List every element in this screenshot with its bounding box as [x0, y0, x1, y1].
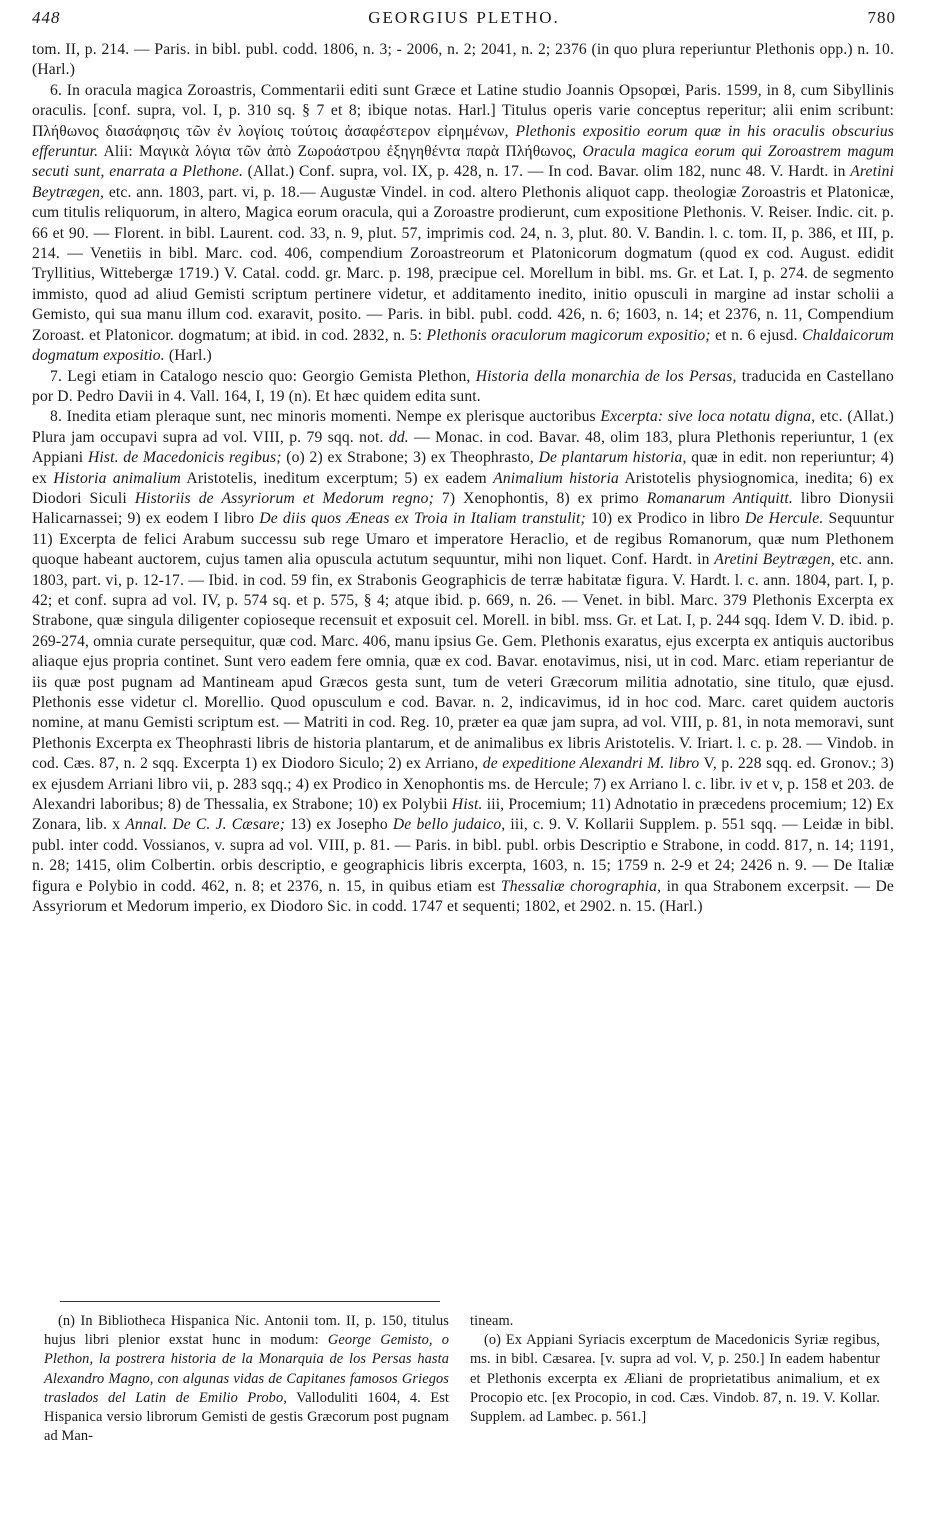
italic-run: de expeditione Alexandri M. libro [482, 755, 700, 773]
text-run: 7) Xenophontis, 8) ex primo [433, 489, 647, 507]
text-run: (o) 2) ex Strabone; 3) ex Theophrasto, [281, 449, 539, 467]
text-run: iii, Procemium; 11) Adnotatio in præcedens procemium; 12) Ex Zonara, lib. x [32, 796, 894, 834]
running-header [32, 6, 896, 32]
italic-run: Romanarum Antiquitt. [646, 489, 793, 507]
text-run: Alii: Μαγικὰ λόγια τῶν ἀπὸ Ζωροάστρου ἐξηγηθέντα παρὰ Πλήθωνος, [98, 143, 583, 161]
text-run: libro Dionysii Halicarnassei; 9) ex eodem I libro [32, 489, 894, 528]
text-run: Aristotelis, ineditum excerptum; 5) ex eadem [180, 469, 494, 487]
italic-run: Annal. De C. J. Cæsare; [125, 816, 286, 834]
text-run: V, p. 228 sqq. ed. Gronov.; 3) ex ejusdem Arriani libro vii, p. 283 sqq.; 4) ex Prodico in Xenophontis ms. de Hercule; 7) ex Arriano l. c. libr. iv et v, p. 158 et 203. de Alexandri laboribus; 8) de Thessalia, ex Strabone; 10) ex Polybii [32, 755, 894, 814]
italic-run: Plethonis oraculorum magicorum expositio; [426, 326, 711, 344]
text-run: 10) ex Prodico in libro [585, 510, 746, 528]
text-run: Sequuntur 11) Excerpta de felici Arabum successu sub rege Umaro et imperatore Heraclio, et de regibus Romanorum, quæ num Plethonem quoque habeant auctorem, cujus tamen alia opuscula actutum sequuntur, mihi non liquet. Conf. Hardt. in [32, 510, 894, 569]
italic-run: Thessaliæ chorographia, [500, 877, 662, 895]
footnote-divider [60, 1301, 440, 1302]
text-run: Aristotelis physiognomica, inedita; 6) ex Diodori Siculi [32, 469, 895, 507]
footnote-column-left [44, 1312, 449, 1446]
italic-run: De plantarum historia, [538, 449, 687, 467]
paragraph-7 [32, 367, 894, 408]
running-head-title: GEORGIUS PLETHO. [368, 8, 560, 27]
italic-run: Hist. [451, 796, 483, 814]
text-run: iii, c. 9. V. Kollarii Supplem. p. 551 sqq. — Leidæ in bibl. publ. inter codd. Vossianos, v. supra ad vol. VIII, p. 81. — Paris. in bibl. publ. orbis Descriptio e Strabone, in codd. 817, n. 14; 1191, n. 28; 1415, olim Colbertin. orbis descriptio, e geographicis libris excerpta, 1603, n. 15; 1759 n. 2-9 et 24; 2426 n. 9. — De Italiæ figura e Polybio in codd. 462, n. 8; et 2376, n. 15, in quibus etiam est [32, 816, 895, 895]
footnote-column-right [470, 1312, 880, 1427]
text-run: traducida en Castellano por D. Pedro Davii in 4. Vall. 164, I, 19 (n). Et hæc quidem edita sunt. [32, 367, 894, 405]
paragraph-continued: tom. II, p. 214. — Paris. in bibl. publ. codd. 1806, n. 3; - 2006, n. 2; 2041, n. 2; 2376 (in quo plura reperiuntur Plethonis opp.) n. 10. (Harl.) [32, 41, 894, 79]
italic-run: Hist. de Macedonicis regibus; [87, 449, 282, 467]
text-run: (Harl.) [164, 347, 212, 365]
main-text [32, 40, 894, 917]
paragraph-8 [32, 407, 894, 917]
italic-run: Historia della monarchia de los Persas, [475, 367, 737, 385]
text-run: 6. In oracula magica Zoroastris, Commentarii editi sunt Græce et Latine studio Joannis Opsopœi, Paris. 1599, in 8, cum Sibyllinis oraculis. [conf. supra, vol. I, p. 310 sq. § 7 et 8; ibique notas. Harl.] Titulus operis varie conceptus reperitur; alii enim scribunt: Πλήθωνος διασάφησις τῶν ἐν λογίοις τούτοις ἀσαφέστερον εἰρημένων, [32, 81, 894, 140]
italic-run: Aretini Beytrægen, [32, 163, 894, 201]
italic-run: Plethonis expositio eorum quæ in his oraculis obscurius efferuntur. [32, 122, 894, 161]
text-run: etc. ann. 1803, part. vi, p. 18.— Augustæ Vindel. in cod. altero Plethonis aliquot capp. theologiæ Zoroastris et Platonicæ, cum titulis reliquorum, in altero, Magica eorum oracula, qui a Zoroastre prodierunt, cum expositione Plethonis. V. Reiser. Indic. cit. p. 66 et 90. — Florent. in bibl. Laurent. cod. 33, n. 9, plut. 57, imprimis cod. 24, n. 3, plut. 80. V. Bandin. l. c. tom. II, p. 386, et III, p. 214. — Venetiis in bibl. Marc. cod. 406, compendium Zoroastreorum et Platonicorum dogmatum (quod ex cod. August. edidit Tryllitius, Wittebergæ 1719.) V. Catal. codd. gr. Marc. p. 198, præcipue cel. Morellum in bibl. ms. Gr. et Lat. I, p. 274. de segmento immisto, quod ad aliud Gemisti scriptum pertinere videtur, et additamento inedito, initio opusculi in margine ad instar scholii a Gemisto, qui sua manu illum cod. exaravit, posito. — Paris. in bibl. publ. codd. 426, n. 6; 1603, n. 14; et 2376, n. 11, Compendium Zoroast. et Platonicor. dogmatum; at ibid. in cod. 2832, n. 5: [32, 183, 894, 344]
italic-run: Oracula magica eorum qui Zoroastrem magum secuti sunt, enarrata a Plethone. [32, 143, 894, 181]
page-number-right: 780 [867, 8, 896, 27]
italic-run: Aretini Beytrægen, [714, 551, 835, 569]
footnote-n [44, 1312, 449, 1446]
italic-run: De Hercule. [745, 510, 824, 528]
paragraph-6 [32, 81, 894, 367]
text-run: 8. Inedita etiam pleraque sunt, nec minoris momenti. Nempe ex plerisque auctoribus [50, 408, 601, 426]
text-run: 7. Legi etiam in Catalogo nescio quo: Georgio Gemista Plethon, [50, 367, 476, 385]
text-run: 13) ex Josepho [285, 816, 393, 834]
italic-run: De bello judaico, [392, 816, 506, 834]
italic-run: Animalium historia [493, 469, 620, 487]
text-run: in qua Strabonem excerpsit. — De Assyriorum et Medorum imperio, ex Diodoro Sic. in codd. 1747 et sequenti; 1802, et 2902. n. 15. (Harl.) [32, 877, 894, 916]
text-run: (n) In Bibliotheca Hispanica Nic. Antonii tom. II, p. 150, titulus hujus libri plenior exstat hunc in modum: [44, 1313, 449, 1349]
text-run: etc. ann. 1803, part. vi, p. 12-17. — Ibid. in cod. 59 fin, ex Strabonis Geographicis de terræ habitatæ figura. V. Hardt. l. c. ann. 1804, part. I, p. 42; et conf. supra ad vol. IV, p. 574 sq. et p. 575, § 4; atque ibid. p. 669, n. 26. — Venet. in bibl. Marc. 379 Plethonis Excerpta ex Strabone, quæ singula diligenter copioseque recensuit et exposuit cel. Morell. in bibl. mss. Gr. et Lat. I, p. 244 sqq. Idem V. D. ibid. p. 269-274, omnia curate persequitur, quæ cod. Marc. 406, manu ipsius Ge. Gem. Plethonis exaratus, ejus excerpta ex antiquis auctoribus aliaque ejus propria continet. Sunt vero eadem fere omnia, quæ ex cod. Bavar. enotavimus, nisi, ut in cod. Marc. etiam reperiantur de iis quæ post pugnam ad Mantineam apud Græcos gesta sunt, tum de veteri Græcorum militia adnotatio, sine titulo, quæ ejusd. Plethonis esse videtur cl. Morellio. Quod opusculum e cod. Bavar. n. 2, indicavimus, id in hoc cod. Marc. caret quidem auctoris nomine, at manu Gemisti scriptum est. — Matriti in cod. Reg. 10, præter ea quæ jam supra, ad vol. VIII, p. 81, in nota memoravi, sunt Plethonis Excerpta ex Theophrasti libris de historia plantarum, et de animalibus ex libris Aristotelis. V. Iriart. l. c. p. 28. — Vindob. in cod. Cæs. 87, n. 2 sqq. Excerpta 1) ex Diodoro Siculo; 2) ex Arriano, [32, 551, 894, 773]
footnote-o: (o) Ex Appiani Syriacis excerptum de Macedonicis Syriæ regibus, ms. in bibl. Cæsarea. [v. supra ad vol. V, p. 250.] In eadem habentur et Plethonis excerpta ex Æliani de proprietatibus animalium, et ex Procopio etc. [ex Procopio, in cod. Cæs. Vindob. 87, n. 19. V. Kollar. Supplem. ad Lambec. p. 561.] [470, 1332, 880, 1426]
text-run: etc. (Allat.) Plura jam occupavi supra ad vol. VIII, p. 79 sqq. not. [32, 408, 894, 446]
text-run: (Allat.) Conf. supra, vol. IX, p. 428, n. 17. — In cod. Bavar. olim 182, nunc 48. V. Hardt. in [243, 163, 851, 181]
text-run: — Monac. in cod. Bavar. 48, olim 183, plura Plethonis reperiuntur, 1 (ex Appiani [32, 428, 894, 467]
text-run: Valloduliti 1604, 4. Est Hispanica versio librorum Gemisti de gestis Græcorum post pugnam ad Man- [44, 1389, 450, 1445]
italic-run: De diis quos Æneas ex Troia in Italiam transtulit; [259, 510, 586, 528]
italic-run: Excerpta: sive loca notatu digna, [600, 408, 816, 426]
italic-run: dd. [388, 428, 409, 446]
text-run: et n. 6 ejusd. [710, 326, 803, 344]
italic-run: Historia animalium [53, 469, 181, 487]
italic-run: Historiis de Assyriorum et Medorum regno; [134, 489, 434, 507]
italic-run: Chaldaicorum dogmatum expositio. [32, 326, 894, 365]
page-number-left: 448 [32, 8, 61, 27]
text-run: quæ in edit. non reperiuntur; 4) ex [32, 449, 894, 487]
italic-run: George Gemisto, o Plethon, la postrera historia de la Monarquia de los Persas hasta Alexandro Magno, con algunas vidas de Capitanes famosos Griegos traslados del Latin de Emilio Probo, [44, 1332, 449, 1406]
footnote-n-continued: tineam. [470, 1313, 514, 1329]
